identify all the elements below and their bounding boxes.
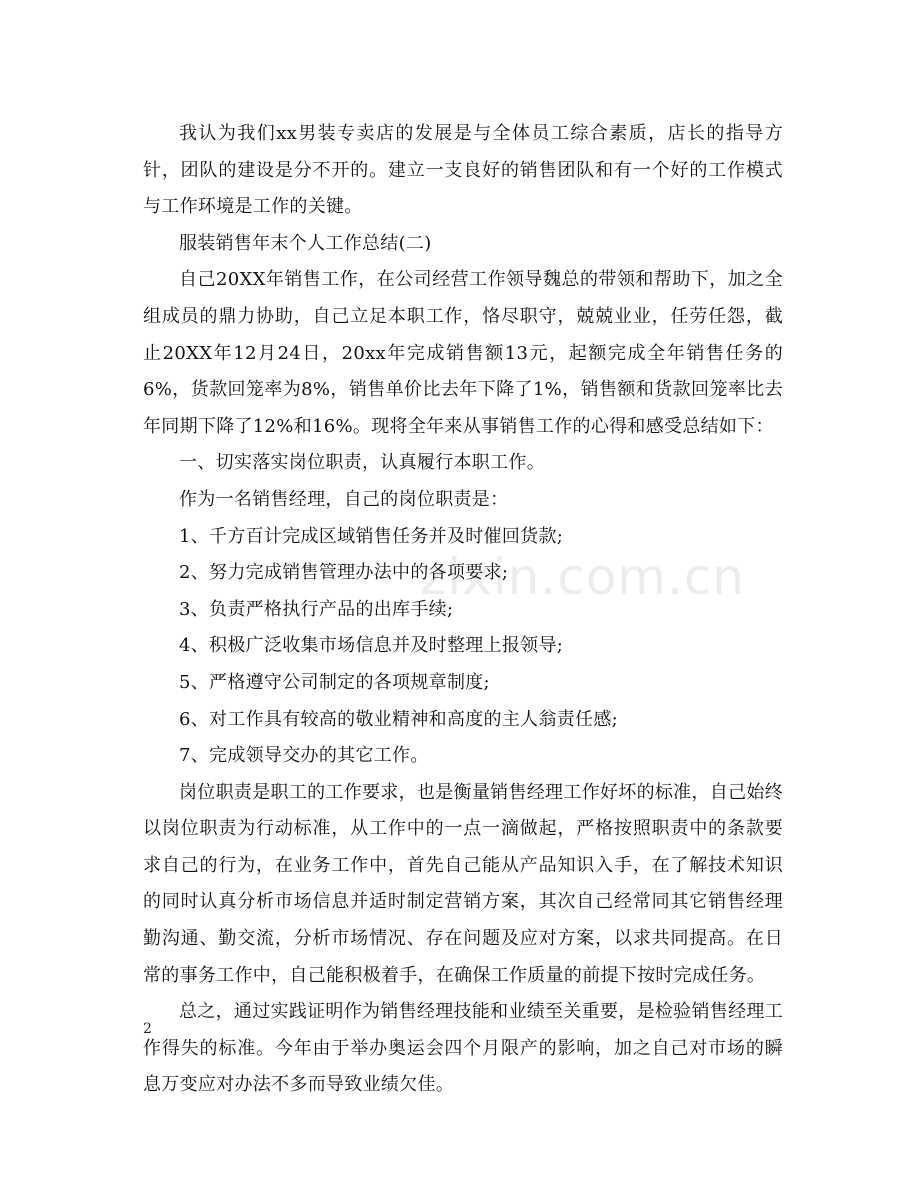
list-item-duty-5: 5、严格遵守公司制定的各项规章制度; (179, 671, 490, 693)
list-item-duty-4: 4、积极广泛收集市场信息并及时整理上报领导; (179, 635, 564, 657)
paragraph-conclusion: 总之，通过实践证明作为销售经理技能和业绩至关重要，是检验销售经理工作得失的标准。今年由于举办奥运会四个月限产的影响，加之自己对市场的瞬息万变应对办法不多而导致业绩欠佳。 (143, 1001, 783, 1096)
paragraph-responsibility: 岗位职责是职工的工作要求，也是衡量销售经理工作好坏的标准，自己始终以岗位职责为行动标准，从工作中的一点一滴做起，严格按照职责中的条款要求自己的行为，在业务工作中，首先自己能从产品知识入手，在了解技术知识的同时认真分析市场信息并适时制定营销方案，其次自己经常同其它销售经理勤沟通、勤交流，分析市场情况、存在问题及应对方案，以求共同提高。在日常的事务工作中，自己能积极着手，在确保工作质量的前提下按时完成任务。 (143, 781, 783, 986)
paragraph-intro: 我认为我们xx男装专卖店的发展是与全体员工综合素质，店长的指导方针，团队的建设是分不开的。建立一支良好的销售团队和有一个好的工作模式与工作环境是工作的关键。 (143, 123, 783, 218)
list-item-duty-6: 6、对工作具有较高的敬业精神和高度的主人翁责任感; (179, 708, 619, 730)
page-number: 2 (143, 1021, 152, 1037)
list-item-duty-3: 3、负责严格执行产品的出库手续; (179, 598, 454, 620)
paragraph-summary: 自己20XX年销售工作，在公司经营工作领导魏总的带领和帮助下，加之全组成员的鼎力协助，自己立足本职工作，恪尽职守，兢兢业业，任劳任怨，截止20XX年12月24日，20xx年完成销售额13元，起额完成全年销售任务的6%，货款回笼率为8%，销售单价比去年下降了1%，销售额和货款回笼率比去年同期下降了12%和16%。现将全年来从事销售工作的心得和感受总结如下： (143, 269, 783, 437)
section-heading: 服装销售年末个人工作总结(二) (179, 232, 432, 254)
subheading-duties: 一、切实落实岗位职责，认真履行本职工作。 (179, 452, 545, 474)
list-item-duty-7: 7、完成领导交办的其它工作。 (179, 745, 429, 767)
list-item-duty-2: 2、努力完成销售管理办法中的各项要求; (179, 562, 509, 584)
paragraph-duties-intro: 作为一名销售经理，自己的岗位职责是： (179, 488, 509, 510)
document-body (143, 116, 783, 1104)
watermark: zixin.com.cn (420, 548, 746, 606)
list-item-duty-1: 1、千方百计完成区域销售任务并及时催回货款; (179, 525, 564, 547)
